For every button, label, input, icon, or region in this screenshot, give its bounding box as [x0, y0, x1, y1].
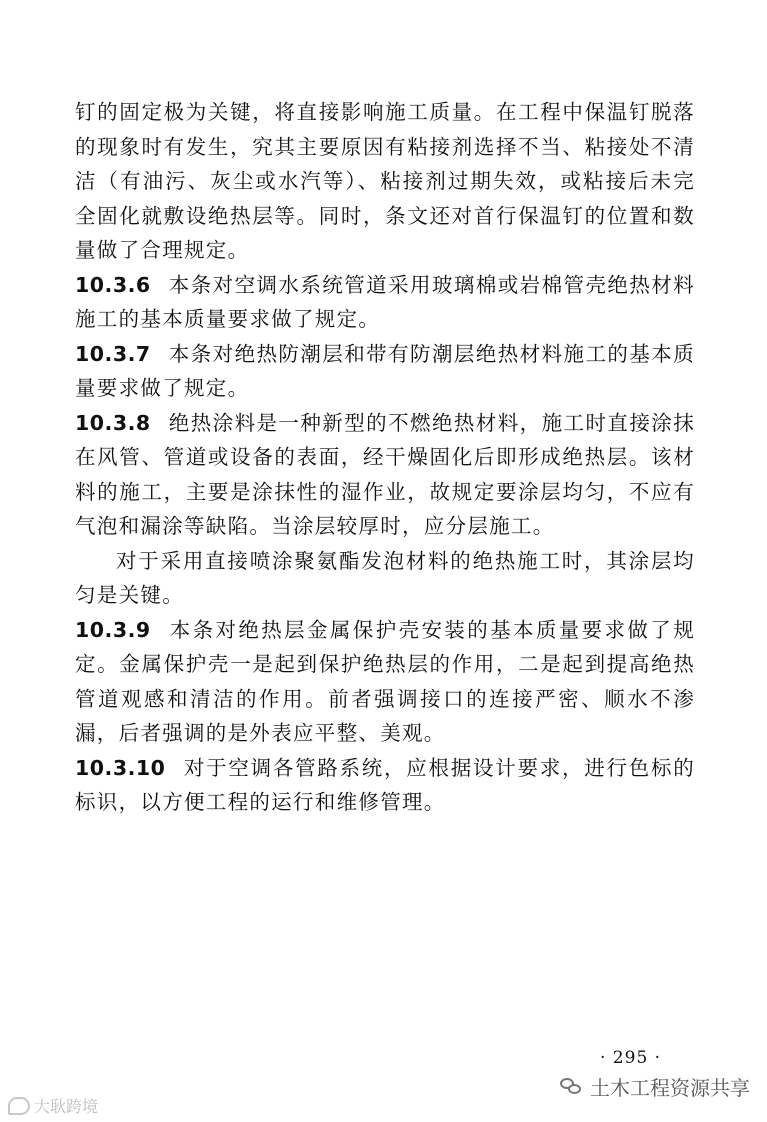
document-body — [75, 95, 695, 820]
watermark-left — [8, 1094, 98, 1117]
clause-number: 10.3.6 — [75, 272, 151, 297]
wechat-icon — [560, 1078, 582, 1096]
page-number: · 295 · — [600, 1048, 662, 1068]
clause-10-3-8 — [75, 406, 695, 544]
paragraph-text: 对于空调各管路系统，应根据设计要求，进行色标的标识，以方便工程的运行和维修管理。 — [75, 755, 695, 814]
clause-10-3-6 — [75, 268, 695, 337]
watermark-right — [560, 1072, 750, 1101]
clause-number: 10.3.8 — [75, 410, 151, 435]
clause-10-3-10 — [75, 751, 695, 820]
paragraph-indented — [75, 544, 695, 613]
paragraph-text: 钉的固定极为关键，将直接影响施工质量。在工程中保温钉脱落的现象时有发生，究其主要原因有粘接剂选择不当、粘接处不清洁（有油污、灰尘或水汽等）、粘接剂过期失效，或粘接后未完全固化就敷设绝热层等。同时，条文还对首行保温钉的位置和数量做了合理规定。 — [75, 100, 695, 262]
clause-number: 10.3.7 — [75, 341, 151, 366]
watermark-left-text: 大耿跨境 — [34, 1097, 99, 1116]
watermark-right-text: 土木工程资源共享 — [590, 1076, 750, 1100]
paragraph-text: 本条对空调水系统管道采用玻璃棉或岩棉管壳绝热材料施工的基本质量要求做了规定。 — [75, 272, 695, 331]
watermark-logo-icon — [8, 1097, 30, 1115]
paragraph-text: 本条对绝热防潮层和带有防潮层绝热材料施工的基本质量要求做了规定。 — [75, 341, 695, 400]
clause-number: 10.3.9 — [75, 617, 151, 642]
clause-number: 10.3.10 — [75, 755, 166, 780]
paragraph-text: 对于采用直接喷涂聚氨酯发泡材料的绝热施工时，其涂层均匀是关键。 — [75, 548, 695, 607]
clause-10-3-7 — [75, 337, 695, 406]
clause-10-3-9 — [75, 613, 695, 751]
paragraph-text: 绝热涂料是一种新型的不燃绝热材料，施工时直接涂抹在风管、管道或设备的表面，经干燥固化后即形成绝热层。该材料的施工，主要是涂抹性的湿作业，故规定要涂层均匀，不应有气泡和漏涂等缺陷。当涂层较厚时，应分层施工。 — [75, 410, 695, 538]
paragraph-continuation — [75, 95, 695, 268]
paragraph-text: 本条对绝热层金属保护壳安装的基本质量要求做了规定。金属保护壳一是起到保护绝热层的作用，二是起到提高绝热管道观感和清洁的作用。前者强调接口的连接严密、顺水不渗漏，后者强调的是外表应平整、美观。 — [75, 617, 695, 745]
